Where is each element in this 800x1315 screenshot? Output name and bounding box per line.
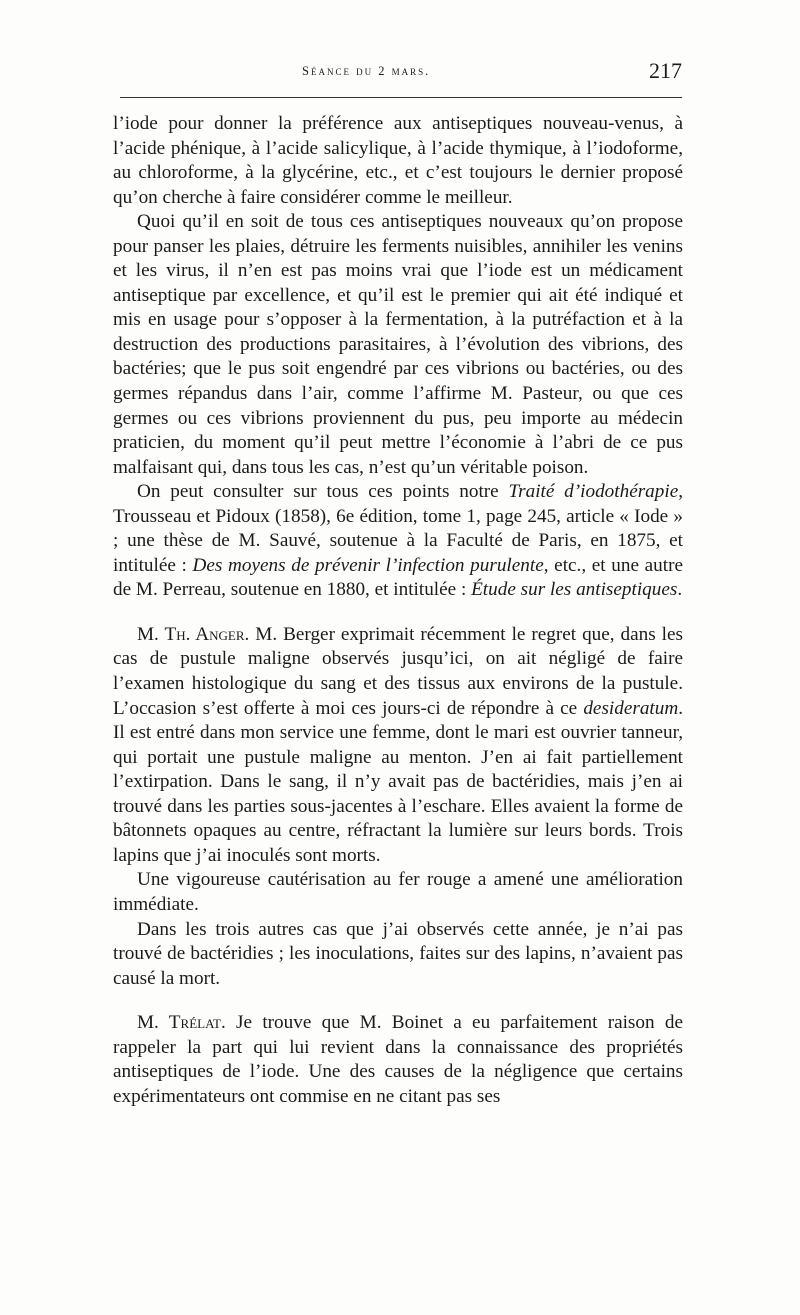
paragraph-text: On peut consulter sur tous ces points notre — [137, 481, 509, 503]
speaker-name: M. Th. Anger — [137, 623, 245, 645]
paragraph-text: . M. Berger exprimait récemment le regret que, dans les cas de pustule maligne observés jusqu’ici, on ait négligé de faire l’examen histologique du sang et des tissus aux environs de la pustule. L’occasion s’est offerte à moi ces jours-ci de répondre à ce — [113, 623, 683, 719]
header-rule — [120, 97, 682, 98]
page-number: 217 — [649, 58, 682, 83]
paragraph-text: . Il est entré dans mon service une femme, dont le mari est ouvrier tanneur, qui portait une pustule maligne au menton. J’en ai fait partiellement l’extirpation. Dans le sang, il n’y avait pas de bactéridies, mais j’en ai trouvé dans les parties sous-jacentes à l’eschare. Elles avaient la forme de bâtonnets opaques au centre, réfractant la lumière sur leurs bords. Trois lapins que j’ai inoculés sont morts. — [113, 697, 683, 866]
paragraph-text: , etc., et une autre de M. Perreau, soutenue en 1880, et intitulée : — [113, 554, 684, 601]
page-body — [113, 112, 683, 1109]
book-title-traite: Traité d’iodothérapie — [508, 481, 679, 503]
paragraph-anger — [113, 623, 683, 868]
page-header — [112, 58, 682, 86]
paragraph-text: , Trousseau et Pidoux (1858), 6e édition, tome 1, page 245, article « Iode » ; une thèse de M. Sauvé, soutenue à la Faculté de Paris, en 1875, et intitulée : — [113, 481, 684, 576]
paragraph-text: Dans les trois autres cas que j’ai observés cette année, je n’ai pas trouvé de bactéridies ; les inoculations, faites sur des lapins, n’avaient pas causé la mort. — [113, 918, 683, 989]
paragraph-autres-cas — [113, 918, 683, 992]
paragraph-trelat — [113, 1011, 683, 1109]
paragraph-text: . Je trouve que M. Boinet a eu parfaitement raison de rappeler la part qui lui revient dans la connaissance des propriétés antiseptiques de l’iode. Une des causes de la négligence que certains expérimentateurs ont commise en ne citant pas ses — [113, 1012, 683, 1107]
thesis-title-sauve: Des moyens de prévenir l’infection purulente — [192, 554, 544, 576]
running-head: Séance du 2 mars. — [302, 64, 431, 78]
paragraph-text: . — [677, 579, 683, 601]
paragraph-antiseptiques — [113, 210, 683, 480]
paragraph-text: Quoi qu’il en soit de tous ces antiseptiques nouveaux qu’on propose pour panser les plaies, détruire les ferments nuisibles, annihiler les venins et les virus, il n’en est pas moins vrai que l’iode est un médicament antiseptique par excellence, et qu’il est le premier qui ait été indiqué et mis en usage pour s’opposer à la fermentation, à la putréfaction et à la destruction des productions parasitaires, à l’évolution des vibrions, des bactéries; que le pus soit engendré par ces vibrions ou bactéries, ou des germes répandus dans l’air, comme l’affirme M. Pasteur, ou que ces germes ou ces vibrions proviennent du pus, peu importe au médecin praticien, du moment qu’il peut mettre l’économie à l’abri de ce pus malfaisant qui, dans tous les cas, n’est qu’un véritable poison. — [113, 211, 683, 478]
paragraph-references — [113, 480, 683, 603]
paragraph-cauterisation — [113, 868, 683, 917]
latin-term: desideratum — [583, 697, 679, 719]
speaker-name: M. Trélat — [137, 1012, 221, 1034]
paragraph-text: Une vigoureuse cautérisation au fer rouge a amené une amélioration immédiate. — [113, 869, 683, 915]
paragraph-text: l’iode pour donner la préférence aux antiseptiques nouveau-venus, à l’acide phénique, à l’acide salicylique, à l’acide thymique, à l’iodoforme, au chloroforme, à la glycérine, etc., et c’est toujours le dernier proposé qu’on cherche à faire considérer comme le meilleur. — [113, 113, 683, 208]
thesis-title-perreau: Étude sur les antiseptiques — [471, 579, 678, 601]
paragraph-continuation — [113, 112, 683, 210]
